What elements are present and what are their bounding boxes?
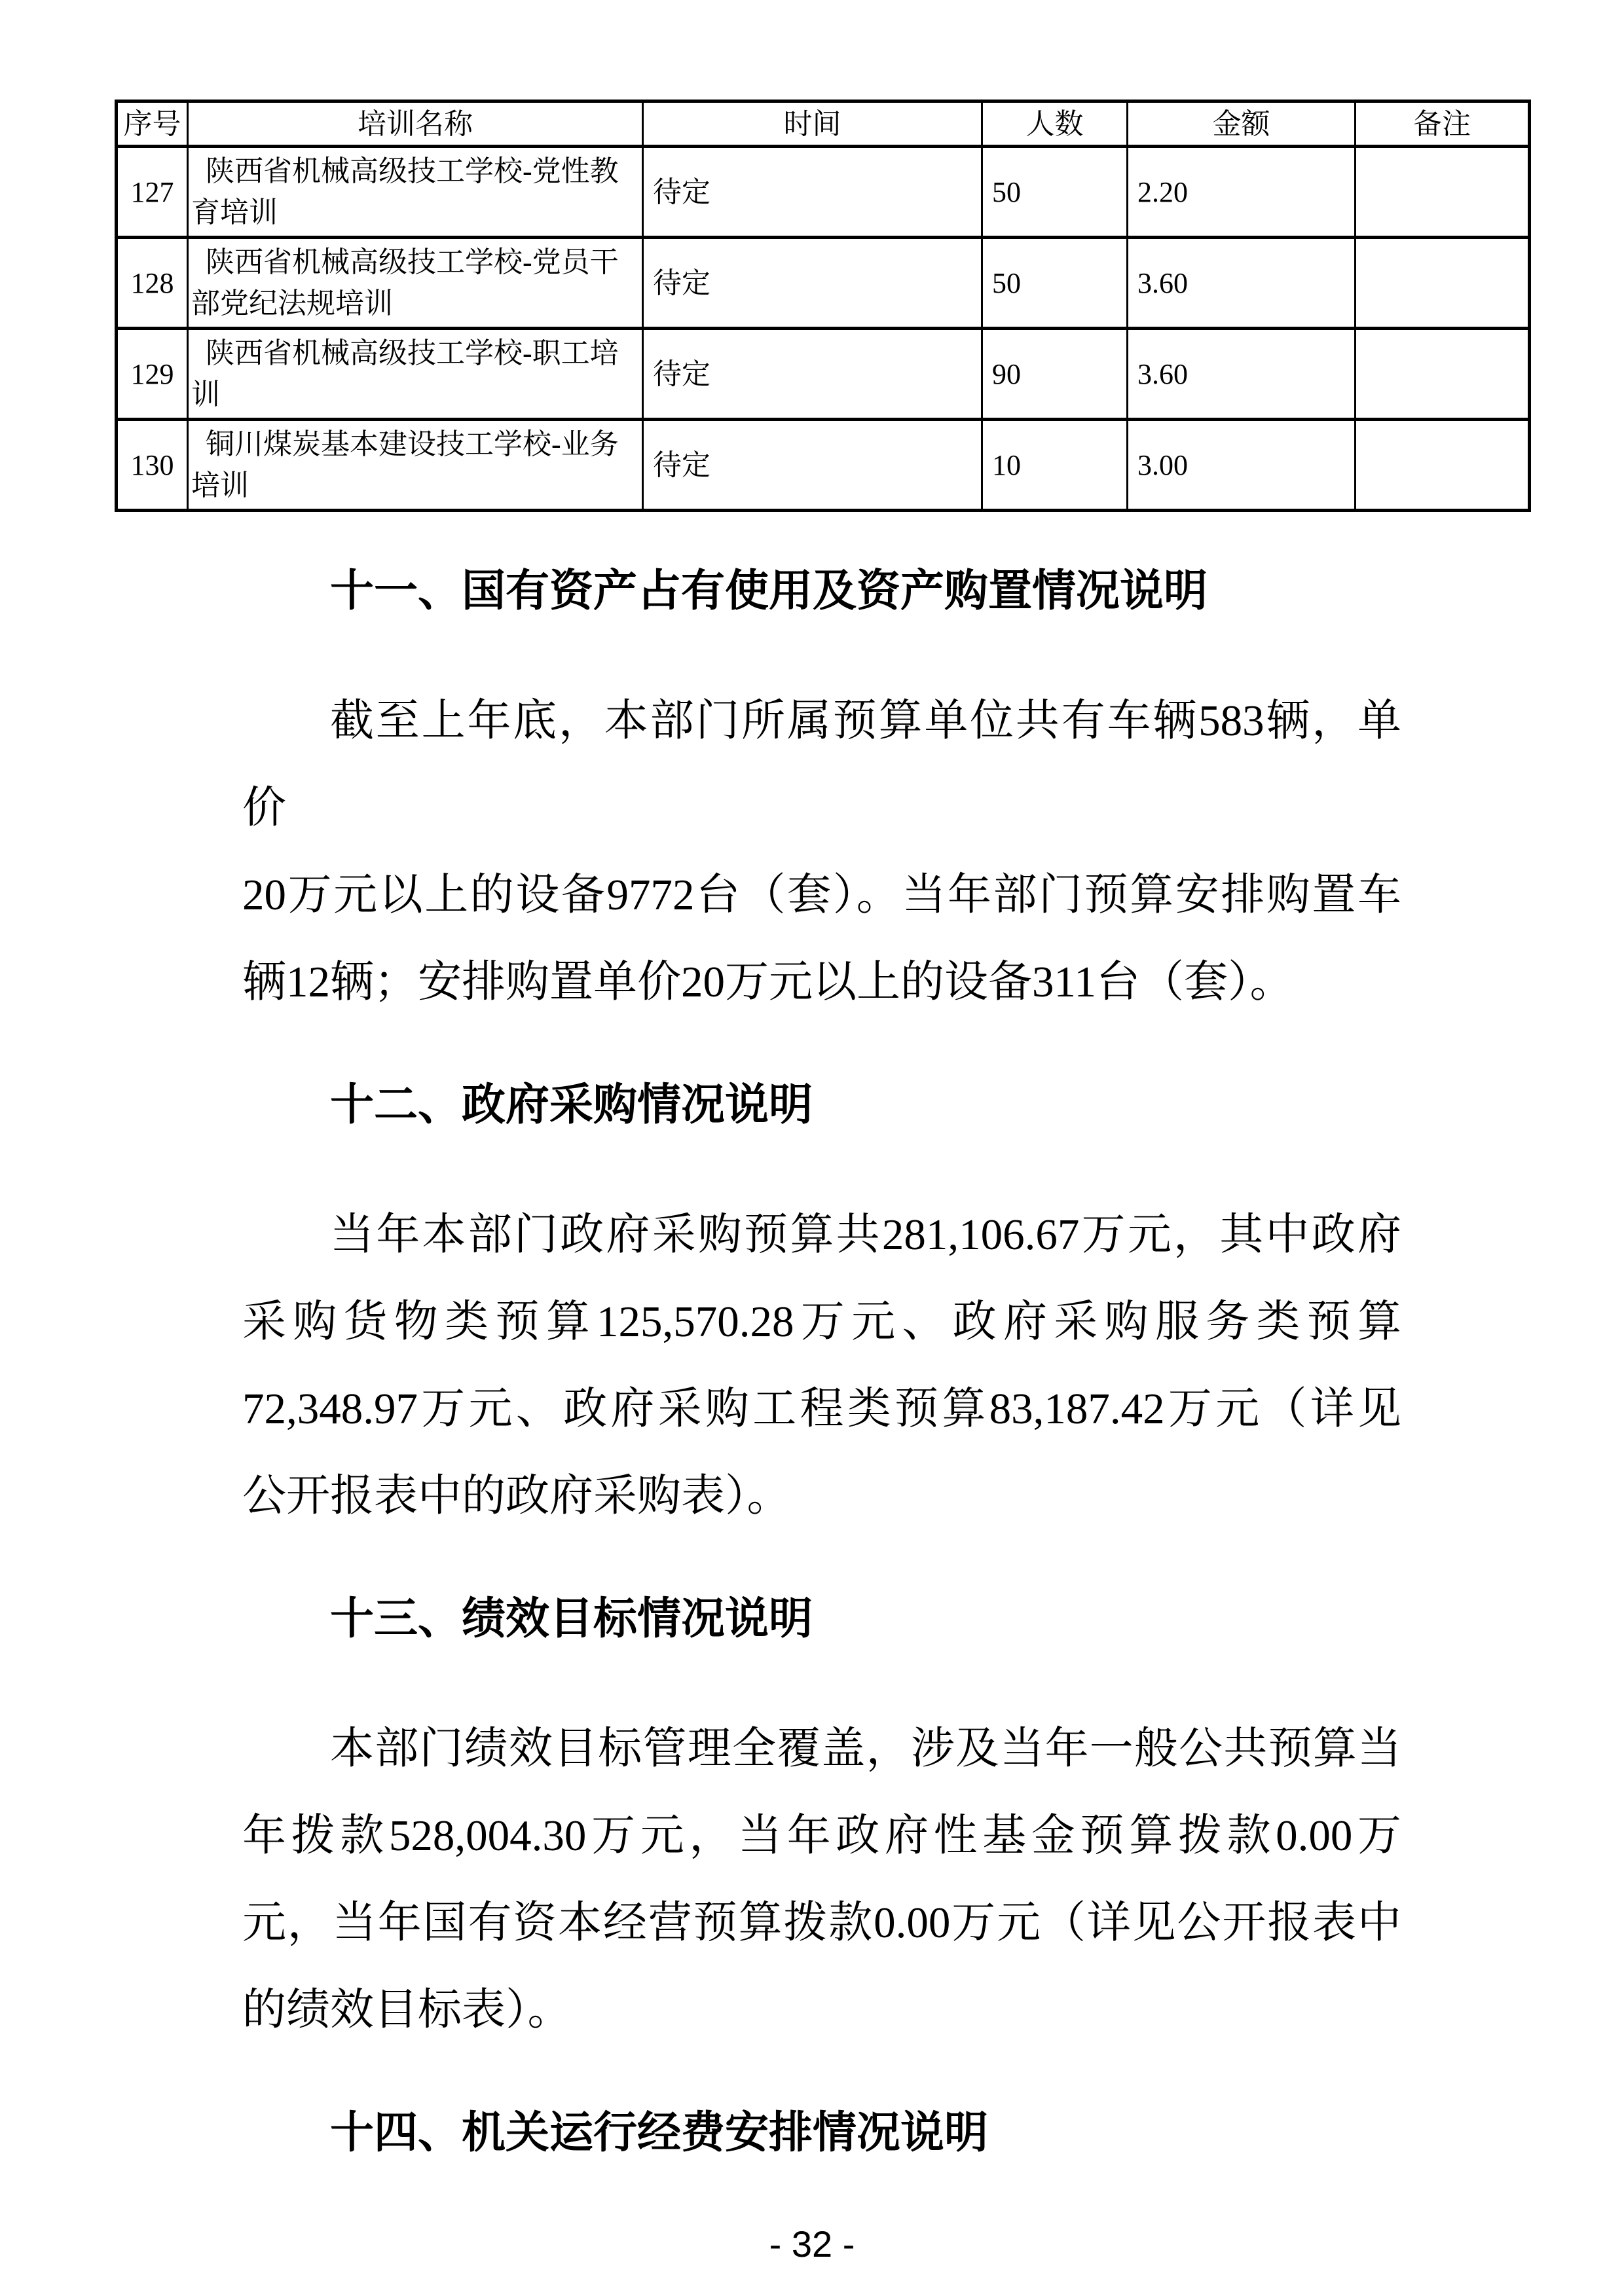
paragraph-line: 辆12辆；安排购置单价20万元以上的设备311台（套）。 bbox=[242, 958, 1294, 1006]
paragraph-line: 的绩效目标表）。 bbox=[242, 1986, 572, 2034]
seq-cell: 127 bbox=[117, 147, 188, 238]
paragraph-line: 元，当年国有资本经营预算拨款0.00万元（详见公开报表中 bbox=[242, 1899, 1401, 1947]
time-cell: 待定 bbox=[643, 420, 982, 511]
table-row bbox=[117, 329, 1530, 420]
note-cell bbox=[1356, 420, 1530, 511]
paragraph-line: 本部门绩效目标管理全覆盖，涉及当年一般公共预算当 bbox=[330, 1724, 1401, 1773]
table-row bbox=[117, 238, 1530, 329]
section-12-heading: 十二、政府采购情况说明 bbox=[330, 1081, 813, 1129]
page-number: - 32 - bbox=[769, 2223, 855, 2265]
section-13-paragraph bbox=[0, 1705, 1624, 2054]
training-schedule-table bbox=[115, 100, 1531, 512]
paragraph-line: 72,348.97万元、政府采购工程类预算83,187.42万元（详见 bbox=[242, 1385, 1401, 1433]
section-14-heading: 十四、机关运行经费安排情况说明 bbox=[330, 2109, 988, 2157]
name-cell: 陕西省机械高级技工学校-党员干部党纪法规培训 bbox=[188, 238, 643, 329]
time-cell: 待定 bbox=[643, 147, 982, 238]
section-11-paragraph bbox=[0, 678, 1624, 1026]
amount-cell: 3.60 bbox=[1128, 238, 1356, 329]
time-cell: 待定 bbox=[643, 238, 982, 329]
header-cell-name: 培训名称 bbox=[188, 101, 643, 147]
header-cell-amount: 金额 bbox=[1128, 101, 1356, 147]
name-cell: 铜川煤炭基本建设技工学校-业务培训 bbox=[188, 420, 643, 511]
amount-cell: 2.20 bbox=[1128, 147, 1356, 238]
table-row bbox=[117, 420, 1530, 511]
paragraph-line: 20万元以上的设备9772台（套）。当年部门预算安排购置车 bbox=[242, 871, 1401, 919]
table-row bbox=[117, 147, 1530, 238]
paragraph-line: 采购货物类预算125,570.28万元、政府采购服务类预算 bbox=[242, 1298, 1401, 1346]
paragraph-line: 公开报表中的政府采购表）。 bbox=[242, 1472, 791, 1520]
header-cell-seq: 序号 bbox=[117, 101, 188, 147]
name-cell: 陕西省机械高级技工学校-职工培训 bbox=[188, 329, 643, 420]
count-cell: 10 bbox=[982, 420, 1128, 511]
note-cell bbox=[1356, 147, 1530, 238]
section-13-heading: 十三、绩效目标情况说明 bbox=[330, 1595, 813, 1643]
count-cell: 50 bbox=[982, 238, 1128, 329]
header-cell-time: 时间 bbox=[643, 101, 982, 147]
count-cell: 90 bbox=[982, 329, 1128, 420]
amount-cell: 3.00 bbox=[1128, 420, 1356, 511]
amount-cell: 3.60 bbox=[1128, 329, 1356, 420]
paragraph-line: 当年本部门政府采购预算共281,106.67万元，其中政府 bbox=[330, 1211, 1401, 1259]
note-cell bbox=[1356, 329, 1530, 420]
seq-cell: 130 bbox=[117, 420, 188, 511]
header-cell-note: 备注 bbox=[1356, 101, 1530, 147]
header-cell-count: 人数 bbox=[982, 101, 1128, 147]
seq-cell: 128 bbox=[117, 238, 188, 329]
name-cell: 陕西省机械高级技工学校-党性教育培训 bbox=[188, 147, 643, 238]
section-12-paragraph bbox=[0, 1192, 1624, 1540]
paragraph-line: 年拨款528,004.30万元，当年政府性基金预算拨款0.00万 bbox=[242, 1812, 1401, 1860]
section-11-heading: 十一、国有资产占有使用及资产购置情况说明 bbox=[330, 567, 1208, 615]
time-cell: 待定 bbox=[643, 329, 982, 420]
table-header-row bbox=[117, 101, 1530, 147]
note-cell bbox=[1356, 238, 1530, 329]
seq-cell: 129 bbox=[117, 329, 188, 420]
paragraph-line: 截至上年底，本部门所属预算单位共有车辆583辆，单价 bbox=[242, 697, 1401, 832]
count-cell: 50 bbox=[982, 147, 1128, 238]
